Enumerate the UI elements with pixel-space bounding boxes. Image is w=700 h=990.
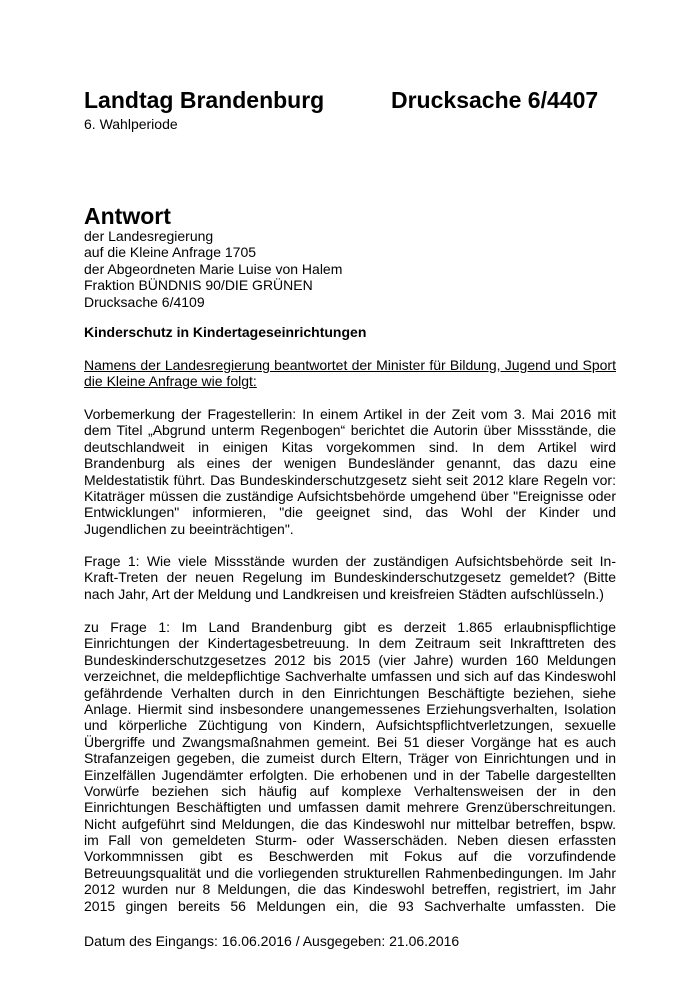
intro-paragraph [84,357,616,390]
document-title: Landtag Brandenburg [84,87,325,113]
frage1-line: Kraft-Treten der neuen Regelung im Bundeskinderschutzgesetz gemeldet? (Bitte [84,569,616,586]
vorbemerkung-line: deutschlandweit in einigen Kitas vorgekommen sind. In dem Artikel wird [84,438,616,455]
vorbemerkung-line: Brandenburg als eines der wenigen Bundesländer genannt, das dazu eine [84,455,616,472]
vorbemerkung-paragraph [84,406,616,537]
frage1-line: nach Jahr, Art der Meldung und Landkreisen und kreisfreien Städten aufschlüsseln.) [84,585,604,602]
antwort1-line: verzeichnet, die meldepflichtige Sachverhalte umfassen und sich auf das Kindeswohl [84,668,616,685]
antwort1-line: 2015 gingen bereits 56 Meldungen ein, die 93 Sachverhalte umfassten. Die [84,897,616,914]
sender-line: Fraktion BÜNDNIS 90/DIE GRÜNEN [84,277,313,294]
antwort1-line: im Fall von gemeldeten Sturm- oder Wasserschäden. Neben diesen erfassten [84,832,616,849]
subject-heading: Kinderschutz in Kindertageseinrichtungen [84,324,367,340]
antwort1-line: Anlage. Hiermit sind insbesondere unangemessenes Erziehungsverhalten, Isolation [84,700,616,717]
antwort1-line: Vorkommnissen gibt es Beschwerden mit Fokus auf die vorzufindende [84,848,616,865]
vorbemerkung-line: Vorbemerkung der Fragestellerin: In einem Artikel in der Zeit vom 3. Mai 2016 mit [84,406,616,422]
antwort1-line: 2012 wurden nur 8 Meldungen, die das Kindeswohl betreffen, registriert, im Jahr [84,881,616,898]
antwort1-line: zu Frage 1: Im Land Brandenburg gibt es derzeit 1.865 erlaubnispflichtige [84,619,616,635]
antwort1-line: und körperliche Züchtigung von Kindern, Aufsichtspflichtverletzungen, sexuelle [84,717,616,734]
antwort1-line: Bundeskinderschutzgesetzes 2012 bis 2015 (vier Jahre) wurden 160 Meldungen [84,651,616,668]
drucksache-number: Drucksache 6/4407 [391,87,599,113]
vorbemerkung-line: Jugendlichen zu beeinträchtigen". [84,520,294,537]
antwort1-line: Strafanzeigen gegeben, die zumeist durch Eltern, Träger von Einrichtungen und in [84,750,616,767]
antwort1-paragraph [84,619,616,914]
antwort1-line: Übergriffe und Zwangsmaßnahmen gemeint. Bei 51 dieser Vorgänge hat es auch [84,733,616,750]
antwort1-line: Einrichtungen der Kindertagesbetreuung. In dem Zeitraum seit Inkrafttreten des [84,635,616,652]
sender-block [84,228,342,310]
antwort1-line: Vorwürfe beziehen sich häufig auf komplexe Verhaltensweisen der in den [84,782,616,799]
sender-line: auf die Kleine Anfrage 1705 [84,244,257,261]
antwort-heading: Antwort [84,203,171,229]
vorbemerkung-line: Meldestatistik führt. Das Bundeskinderschutzgesetz sieht seit 2012 klare Regeln vor: [84,471,616,488]
antwort1-line: gefährdende Verhalten durch in den Einrichtungen Beschäftigte beziehen, siehe [84,684,616,701]
vorbemerkung-line: dem Titel „Abgrund unterm Regenbogen“ berichtet die Autorin über Missstände, die [84,422,616,439]
receipt-date-footer: Datum des Eingangs: 16.06.2016 / Ausgegeben: 21.06.2016 [84,933,460,949]
wahlperiode: 6. Wahlperiode [84,116,178,132]
vorbemerkung-line: Entwicklungen" informieren, "die geeignet sind, das Wohl der Kinder und [84,504,616,521]
intro-line: Namens der Landesregierung beantwortet der Minister für Bildung, Jugend und Sport [84,357,616,373]
frage1-paragraph [84,553,616,602]
sender-line: Drucksache 6/4109 [84,293,205,310]
vorbemerkung-line: Kitaträger müssen die zuständige Aufsichtsbehörde umgehend über "Ereignisse oder [84,487,616,504]
antwort1-line: Einrichtungen Beschäftigten und umfassen damit mehrere Grenzüberschreitungen. [84,799,616,816]
antwort1-line: Betreuungsqualität und die vorliegenden strukturellen Rahmenbedingungen. Im Jahr [84,864,616,881]
frage1-line: Frage 1: Wie viele Missstände wurden der zuständigen Aufsichtsbehörde seit In- [84,553,616,569]
antwort1-line: Nicht aufgeführt sind Meldungen, die das Kindeswohl nur mittelbar betreffen, bspw. [84,815,616,832]
sender-line: der Abgeordneten Marie Luise von Halem [84,260,343,277]
antwort1-line: Einzelfällen Jugendämter erfolgten. Die erhobenen und in der Tabelle dargestellten [84,766,616,783]
sender-line: der Landesregierung [84,228,214,244]
intro-line: die Kleine Anfrage wie folgt: [84,373,257,390]
